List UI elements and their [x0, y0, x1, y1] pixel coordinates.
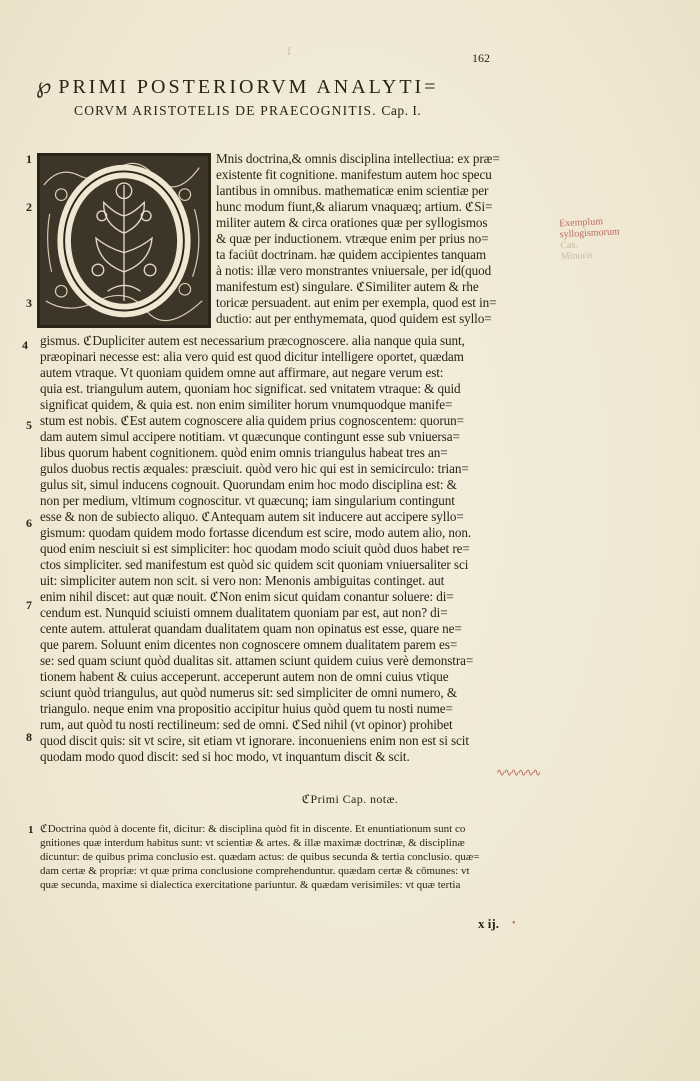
text-line: triangulo. neque enim vna propositio accipitur huius quòd quem tu nosti nume= — [40, 701, 453, 716]
text-line: dam autem simul accipere notitiam. vt quæcunque contingunt esse sub vniuersa= — [40, 429, 460, 444]
text-line: gulus sit, simul inducens cognouit. Quorundam enim hoc modo disciplina est: & — [40, 477, 457, 492]
text-line: que parem. Soluunt enim dicentes non cognoscere omnem dualitatem parem es= — [40, 637, 458, 652]
marginal-note-line: Exemplum — [558, 216, 604, 230]
red-ink-flourish-icon: ∿∿∿∿∿∿ — [496, 767, 540, 779]
chapter-heading — [36, 74, 556, 121]
text-line: ta faciūt doctrinam. hæ quidem accipientes tanquam — [216, 247, 487, 262]
signature-mark: x ij. — [478, 916, 499, 931]
text-line: quod discit quis: sit vt scire, sit etiam vt ignorare. inconueniens enim non est si scit — [40, 733, 469, 748]
note-line: dicuntur: de quibus prima conclusio est. quædam actus: de quibus secunda & tertia conclusio. quæ= — [40, 851, 480, 863]
text-line: gismus. ℭDupliciter autem est necessarium præcognoscere. alia nanque quia sunt, — [40, 333, 465, 348]
text-line: quodam modo quod discit: sed si hoc modo, vt inquantum discit & scit. — [40, 749, 410, 764]
text-line: autem vtraque. Vt quoniam quidem omne aut affirmare, aut negare verum est: — [40, 365, 444, 380]
text-line: stum est nobis. ℭEst autem cognoscere alia quidem prius cognoscentem: quorun= — [40, 413, 464, 428]
text-line: libus quorum habent cognitionem. quòd enim omnis triangulus habeat tres an= — [40, 445, 448, 460]
faint-mark: I — [287, 44, 291, 58]
paragraph-number: 5 — [26, 418, 32, 432]
marginal-note-line: syllogismorum — [559, 226, 620, 241]
paragraph-number: 2 — [26, 200, 32, 214]
text-line: toricæ persuadent. aut enim per exempla, quod est in= — [216, 295, 497, 310]
text-line: ctos simpliciter. sed manifestum est quòd sic quidem scit quoniam vniuersaliter sci — [40, 557, 469, 572]
marginal-annotation — [559, 214, 651, 263]
heading-line-2: CORVM ARISTOTELIS DE PRAECOGNITIS. — [74, 103, 377, 118]
note-line: gnitiones quæ interdum habitus sunt: vt scientiæ & artes. & illæ maximæ doctrinæ, & disciplinæ — [40, 837, 465, 849]
text-line: cente autem. attulerat quandam dualitatem quam non opinatus est esse, quare ne= — [40, 621, 462, 636]
note-line: quæ secunda, maxime si dialectica exercitatione pariuntur. & quædam verisimiles: vt quæ tertia — [40, 879, 461, 891]
fleuron-icon: ℘ — [36, 73, 55, 98]
text-line: gismum: quodam quidem modo fortasse dicendum est scire, modo autem alio, non. — [40, 525, 472, 540]
text-line: Mnis doctrina,& omnis disciplina intellectiua: ex præ= — [216, 151, 500, 166]
paragraph-number: 4 — [22, 338, 28, 352]
floral-initial-icon — [40, 156, 208, 325]
text-line: esse & non de subiecto aliquo. ℭAntequam autem sit inducere aut accipere syllo= — [40, 509, 464, 524]
red-dot-icon: • — [512, 918, 516, 929]
note-number: 1 — [28, 824, 34, 836]
text-line: ductio: aut per enthymemata, quod quidem est syllo= — [216, 311, 492, 326]
text-line: rum, aut quòd tu nosti rectilineum: sed de omni. ℭSed nihil (vt opinor) prohibet — [40, 717, 453, 732]
text-line: existente fit cognitione. manifestum autem hoc specu — [216, 167, 492, 182]
text-line: tionem habent & cuius acceperunt. acceperunt autem non de omni cuius vtique — [40, 669, 449, 684]
text-line: manifestum est) singulare. ℭSimiliter autem & rhe — [216, 279, 479, 294]
paragraph-number: 3 — [26, 296, 32, 310]
text-line: lantibus in omnibus. mathematicæ enim scientiæ per — [216, 183, 489, 198]
text-line: significat quidem, & quia est. non enim similiter horum vnumquodque manife= — [40, 397, 453, 412]
decorated-initial-o-icon — [37, 153, 211, 328]
text-line: præopinari necesse est: alia vero quid est quod dicitur intelligere oportet, quædam — [40, 349, 464, 364]
text-line: cendum est. Nunquid sciuisti omnem dualitatem quoniam par est, aut non? di= — [40, 605, 448, 620]
text-line: sciunt quòd triangulus, aut quòd numerus sit: sed simpliciter de omni numero, & — [40, 685, 457, 700]
paragraph-number: 8 — [26, 730, 32, 744]
heading-line-1: PRIMI POSTERIORVM ANALYTI= — [58, 76, 439, 98]
note-line: ℭDoctrina quòd à docente fit, dicitur: & disciplina quòd fit in discente. Et enuntiationum sunt co — [40, 823, 466, 835]
text-line: à notis: illæ vero monstrantes vniuersale, per id(quod — [216, 263, 492, 278]
text-line: uit: simpliciter autem non scit. si vero non: Menonis ambiguitas continget. aut — [40, 573, 445, 588]
text-line: & quæ per inductionem. vtræque enim per prius no= — [216, 231, 489, 246]
text-line: quia est. triangulum autem, quoniam hoc significat. sed vnitatem vtraque: & quid — [40, 381, 461, 396]
notes-heading: ℭPrimi Cap. notæ. — [301, 792, 399, 806]
marginal-note-faint: Cas. — [560, 239, 579, 252]
text-line: hunc modum fiunt,& aliarum vnaquæq; artium. ℭSi= — [216, 199, 493, 214]
paragraph-number: 7 — [26, 598, 32, 612]
marginal-note-faint: Minoris — [560, 249, 593, 263]
page-number: 162 — [472, 51, 490, 65]
chapter-label: Cap. I. — [381, 103, 422, 118]
text-line: quod enim nesciuit si est simpliciter: hoc quodam modo sciuit quòd duos habet re= — [40, 541, 470, 556]
text-line: se: sed quam sciunt quòd dualitas sit. attamen sciunt quidem cuius verè demonstra= — [40, 653, 474, 668]
paragraph-number: 6 — [26, 516, 32, 530]
text-line: non per medium, vltimum cognoscitur. vt quæcunq; iam singularium contingunt — [40, 493, 455, 508]
text-line: militer autem & circa orationes quæ per syllogismos — [216, 215, 488, 230]
text-line: enim nihil discet: aut quæ nouit. ℭNon enim sicut quidam conantur soluere: di= — [40, 589, 454, 604]
text-line: gulos duobus rectis æquales: præsciuit. quòd vero hic qui est in semicirculo: trian= — [40, 461, 469, 476]
paragraph-number: 1 — [26, 152, 32, 166]
note-line: dam certæ & propriæ: vt quæ prima conclusione comprehenduntur. quædam certæ & cōmunes: vt — [40, 865, 470, 877]
